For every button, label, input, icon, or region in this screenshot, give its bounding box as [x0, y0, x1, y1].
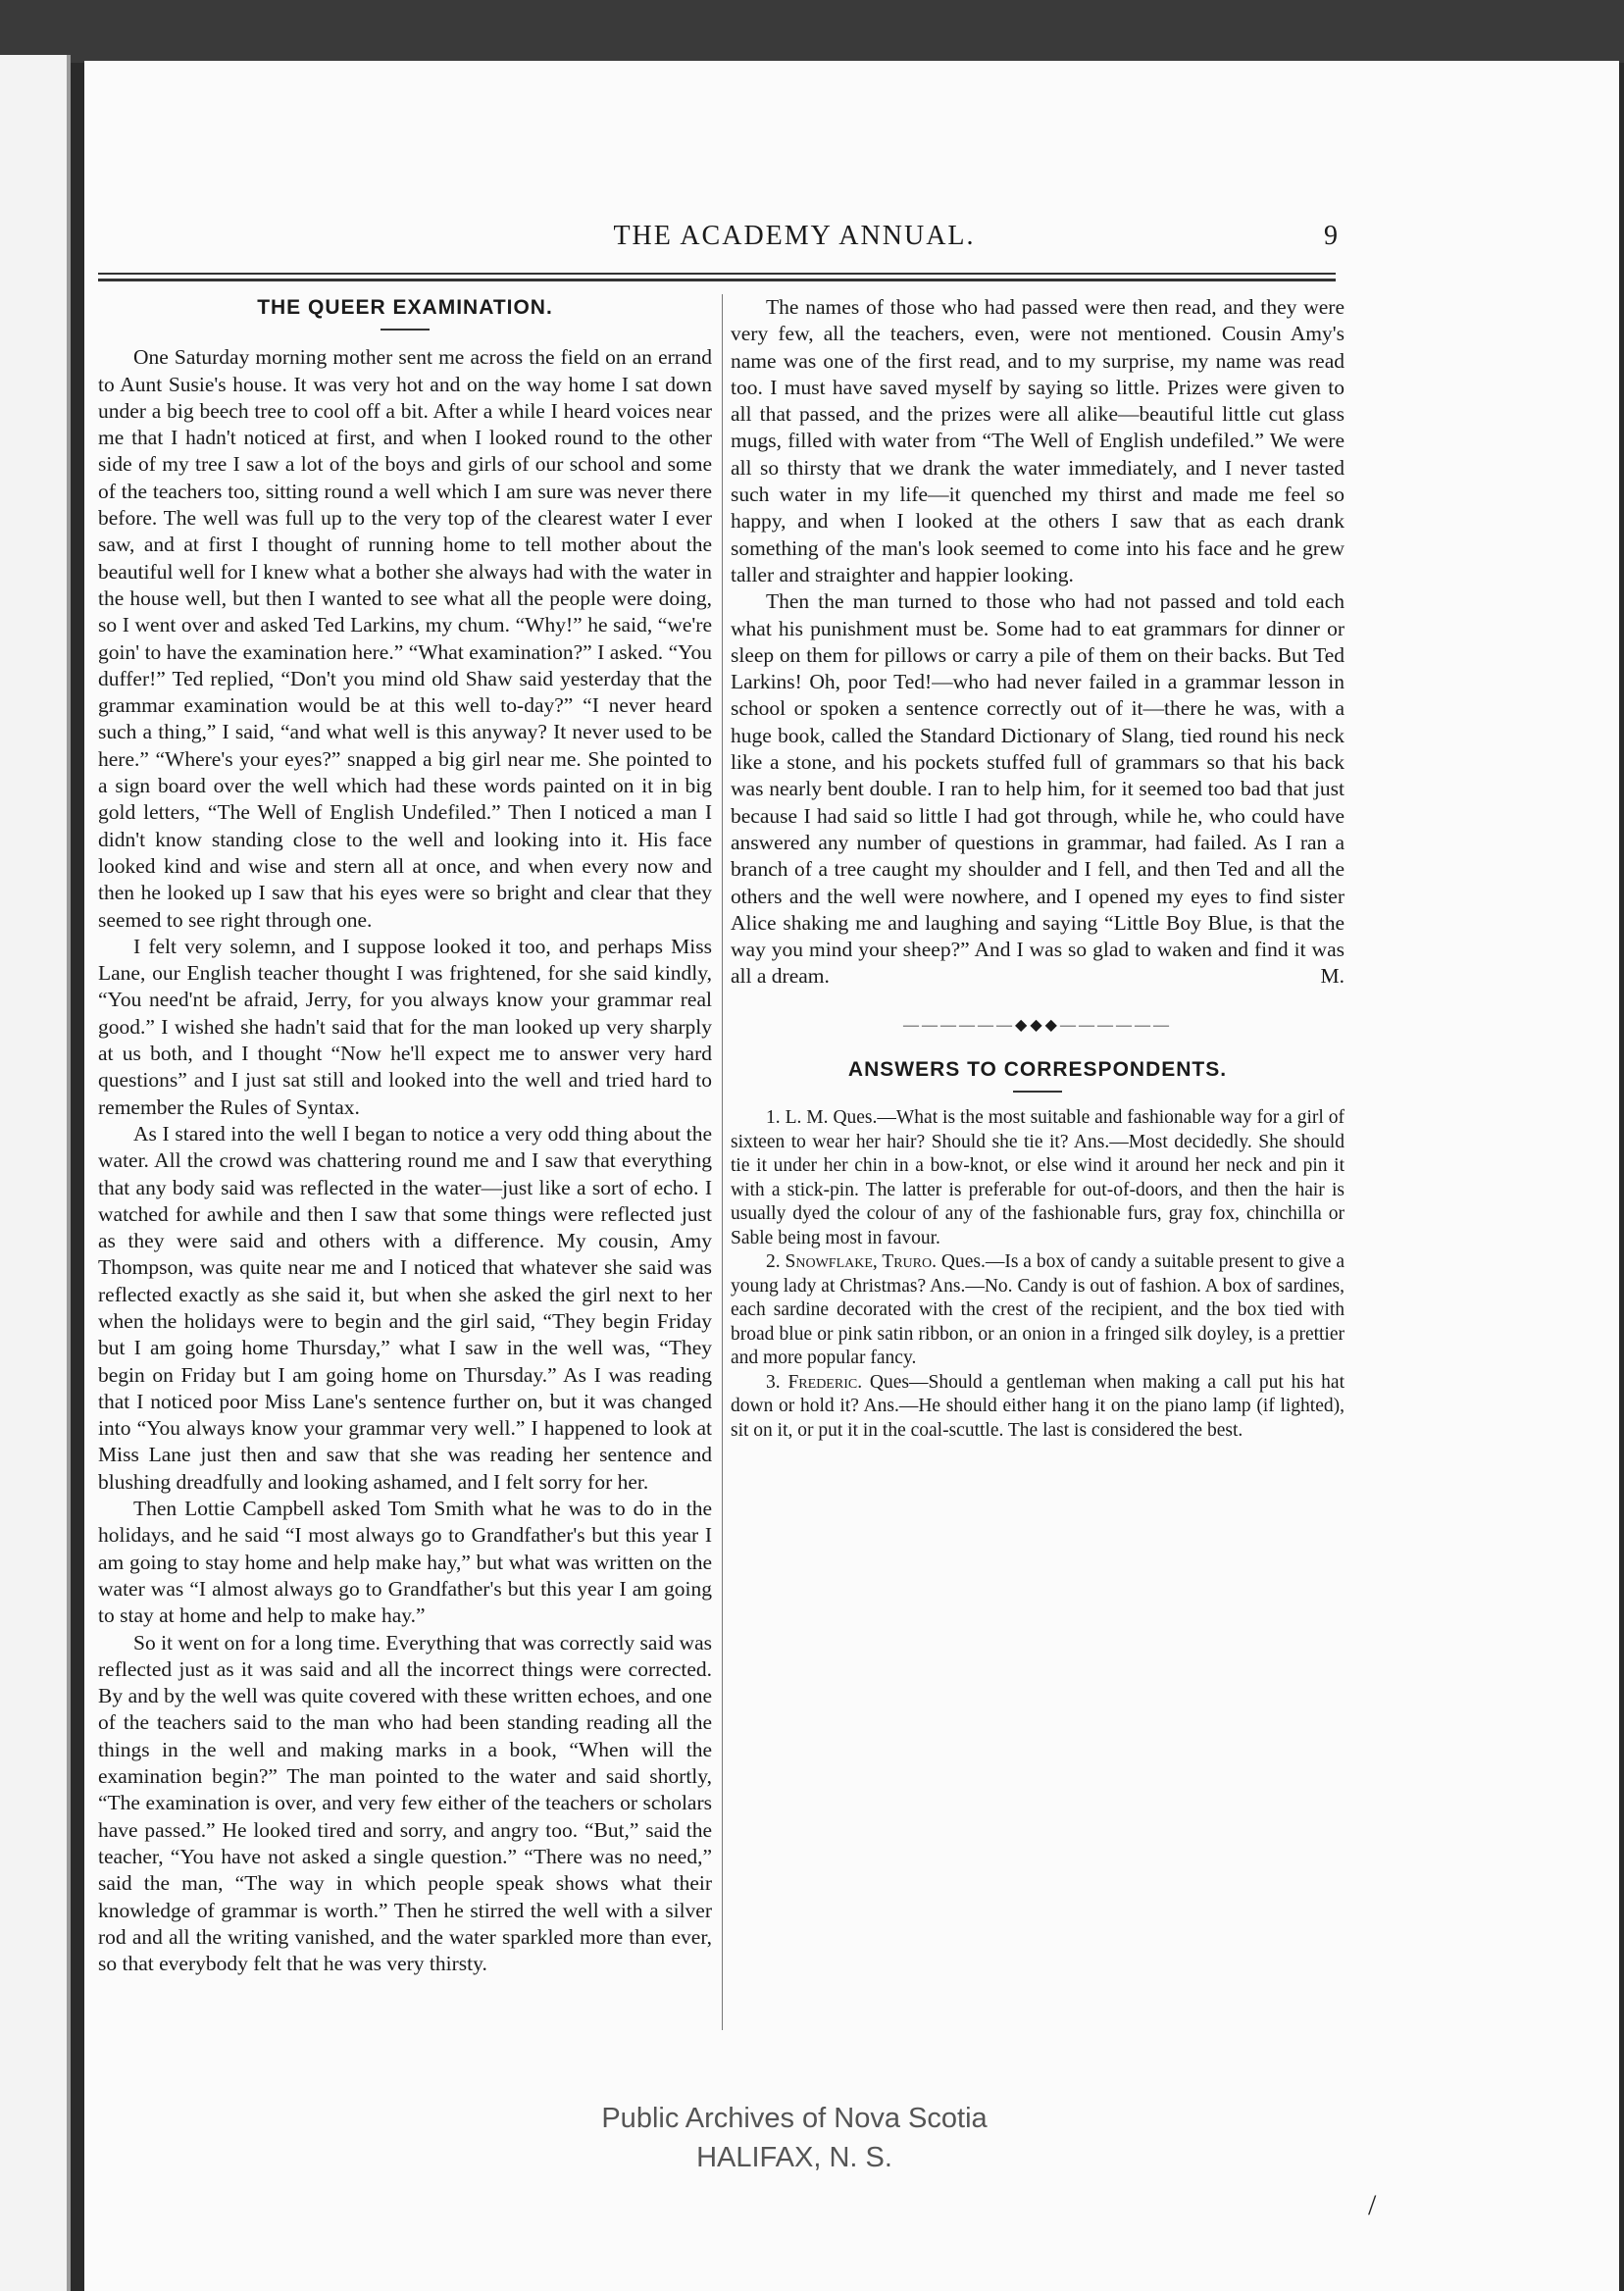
facing-page-edge [0, 55, 71, 2291]
story-title: THE QUEER EXAMINATION. [257, 296, 553, 319]
header-rule-thick [98, 279, 1336, 281]
scan-top-edge [0, 0, 1624, 63]
archive-stamp [520, 2099, 1069, 2177]
story-paragraph [731, 588, 1345, 990]
story-paragraph: As I stared into the well I began to notice a very odd thing about the water. All the crowd was chattering round me and I saw that everything that any body said was reflected in the water—just like a sort of echo. I watched for awhile and then I saw that some things were reflected just as they were said and others with a difference. My cousin, Amy Thompson, was quite near me and I noticed that whatever she said was reflected exactly as she said it, but when she asked the girl next to her when the holidays were to begin and the girl said, “They begin Friday but I am going home Thursday,” what I saw in the well was, “They begin on Friday but I am going home on Thursday.” As I was reading that I noticed poor Miss Lane's sentence further on, but it was changed into “You always know your grammar very well.” I happened to look at Miss Lane just then and saw that she was reading her sentence and blushing dreadfully and looking ashamed, and I felt sorry for her. [98, 1121, 712, 1494]
header-rule-thin [98, 273, 1336, 275]
story-paragraph: Then Lottie Campbell asked Tom Smith what he was to do in the holidays, and he said “I most always go to Grandfather's but this year I am going to stay home and help make hay,” but what was written on the water was “I almost always go to Grandfather's but this year I am going to stay at home and help to make hay.” [98, 1497, 712, 1628]
story-column-left [98, 294, 712, 2030]
page-number: 9 [1324, 221, 1338, 251]
answer-item: 1. L. M. Ques.—What is the most suitable and fashionable way for a girl of sixteen to wear her hair? Should she tie it? Ans.—Most decidedly. She should tie it under her chin in a bow-knot, or else wind it around her neck and pin it with a stick-pin. The latter is preferable for out-of-doors, and then the hair is usually dyed the colour of any of the fashionable furs, gray fox, chinchilla or Sable being most in favour. [731, 1107, 1345, 1248]
answer-item: 2. Snowflake, Truro. Ques.—Is a box of candy a suitable present to give a young lady at Christmas? Ans.—No. Candy is out of fashion. A box of sardines, each sardine decorated with the crest of the recipient, and the box tied with broad blue or pink satin ribbon, or an onion in a fringed silk doyley, is a prettier and more popular fancy. [731, 1251, 1345, 1369]
title-rule [381, 329, 430, 331]
column-divider [722, 294, 723, 2030]
story-paragraph: I felt very solemn, and I suppose looked it too, and perhaps Miss Lane, our English teacher thought I was frightened, for she said kindly, “You need'nt be afraid, Jerry, for you always know your grammar real good.” I wished she hadn't said that for the man looked up very sharply at us both, and I thought “Now he'll expect me to answer very hard questions” and I just sat still and looked into the well and tried hard to remember the Rules of Syntax. [98, 934, 712, 1119]
archive-stamp-line1: Public Archives of Nova Scotia [601, 2103, 988, 2134]
story-signature: M. [1320, 964, 1345, 989]
section-ornament: ——————◆◆◆—————— [903, 1016, 1172, 1034]
story-paragraph: The names of those who had passed were then read, and they were very few, all the teachers, even, were not mentioned. Cousin Amy's name was one of the first read, and to my surprise, my name was read too. I must have saved myself by saying so little. Prizes were given to all that passed, and the prizes were all alike—beautiful little cut glass mugs, filled with water from “The Well of English undefiled.” We were all so thirsty that we drank the water immediately, and I never tasted such water in my life—it quenched my thirst and made me feel so happy, and when I looked at the others I saw that as each drank something of the man's look seemed to come into his face and he grew taller and straighter and happier looking. [731, 295, 1345, 586]
margin-mark: / [1368, 2189, 1377, 2221]
archive-stamp-line2: HALIFAX, N. S. [696, 2142, 892, 2173]
answers-title-rule [1013, 1091, 1062, 1093]
story-paragraph-text: Then the man turned to those who had not passed and told each what his punishment must be. Some had to eat grammars for dinner or sleep on them for pillows or carry a pile of them on their backs. But Ted Larkins! Oh, poor Ted!—who had never failed in a grammar lesson in school or spoken a sentence correctly out of it—there he was, with a huge book, called the Standard Dictionary of Slang, tied round his neck like a stone, and his pockets stuffed full of grammars so that his back was nearly bent double. I ran to help him, for it seemed too bad that just because I had said so little I had got through, while he, who could have answered any number of questions in grammar, had failed. As I ran a branch of a tree caught my shoulder and I fell, and then Ted and all the others and the well were nowhere, and I opened my eyes to find sister Alice shaking me and laughing and saying “Little Boy Blue, is that the way you mind your sheep?” And I was so glad to waken and find it was all a dream. [731, 589, 1345, 989]
answers-list [731, 1106, 1345, 1443]
running-title: THE ACADEMY ANNUAL. [613, 221, 976, 251]
story-column-right [731, 294, 1345, 2030]
answers-title: ANSWERS TO CORRESPONDENTS. [847, 1058, 1228, 1082]
story-paragraph: So it went on for a long time. Everything that was correctly said was reflected just as it was said and all the incorrect things were corrected. By and by the well was quite covered with these written echoes, and one of the teachers said to the man who had been standing reading all the things in the well and making marks in a book, “When will the examination begin?” The man pointed to the water and said shortly, “The examination is over, and very few either of the teachers or scholars have passed.” He looked tired and sorry, and angry too. “But,” said the teacher, “You have not asked a single question.” “There was no need,” said the man, “The way in which people speak shows what their knowledge of grammar is worth.” Then he stirred the well with a silver rod and all the writing vanished, and the water sparkled more than ever, so that everybody felt that he was very thirsty. [98, 1630, 712, 1976]
answer-item: 3. Frederic. Ques—Should a gentleman when making a call put his hat down or hold it? Ans.—He should either hang it on the piano lamp (if lighted), sit on it, or put it in the coal-scuttle. The last is considered the best. [731, 1371, 1345, 1441]
story-paragraph: One Saturday morning mother sent me across the field on an errand to Aunt Susie's house. It was very hot and on the way home I sat down under a big beech tree to cool off a bit. After a while I heard voices near me that I hadn't noticed at first, and when I looked round to the other side of my tree I saw a lot of the boys and girls of our school and some of the teachers too, sitting round a well which I am sure was never there before. The well was full up to the very top of the clearest water I ever saw, and at first I thought of running home to tell mother about the beautiful well for I knew what a bother she always had with the water in the house well, but then I wanted to see what all the people were doing, so I went over and asked Ted Larkins, my chum. “Why!” he said, “we're goin' to have the examination here.” “What examination?” I asked. “You duffer!” Ted replied, “Don't you mind old Shaw said yesterday that the grammar examination would be at this well to-day?” “I never heard such a thing,” I said, “and what well is this anyway? It never used to be here.” “Where's your eyes?” snapped a big girl near me. She pointed to a sign board over the well which had these words painted on it in big gold letters, “The Well of English Undefiled.” Then I noticed a man I didn't know standing close to the well and looking into it. His face looked kind and wise and stern all at once, and when every now and then he looked up I saw that his eyes were so bright and clear that they seemed to see right through one. [98, 345, 712, 932]
